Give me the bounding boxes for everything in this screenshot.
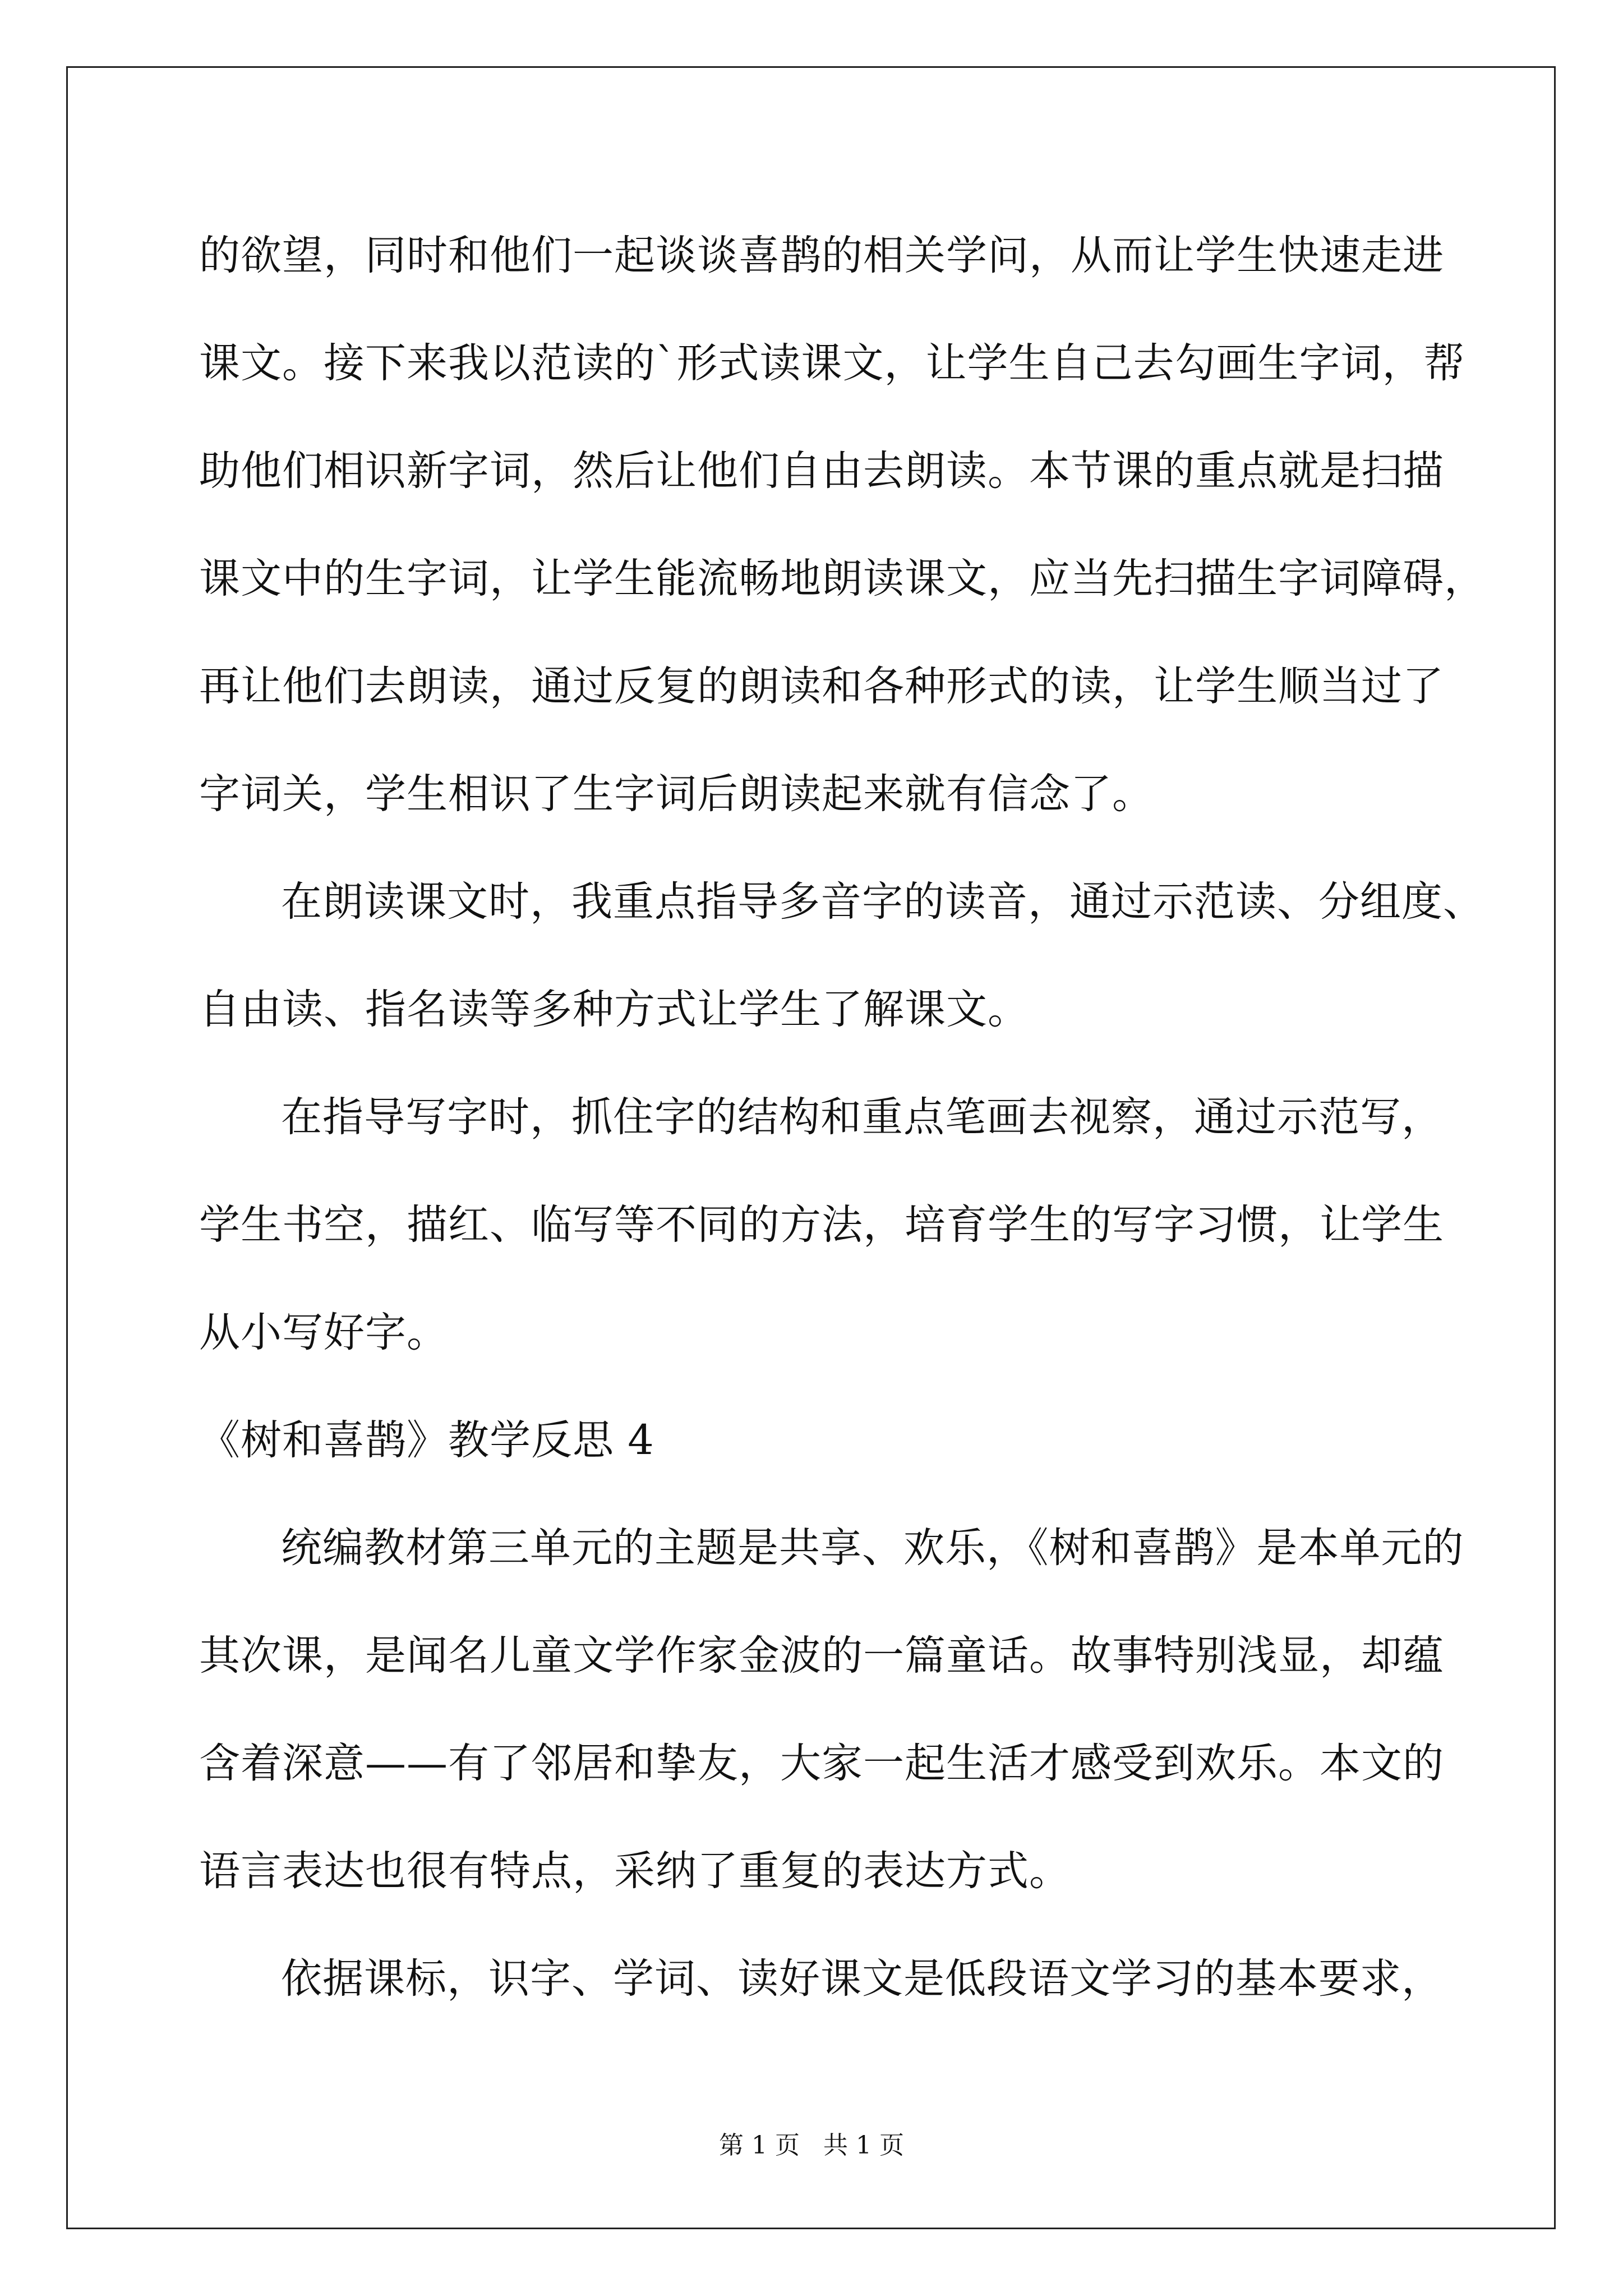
paragraph-start-line: 在朗读课文时，我重点指导多音字的读音，通过示范读、分组度、 <box>281 878 1484 926</box>
paragraph-start-line: 在指导写字时，抓住字的结构和重点笔画去视察，通过示范写， <box>281 1093 1443 1141</box>
paragraph-start-line: 依据课标，识字、学词、读好课文是低段语文学习的基本要求， <box>281 1955 1443 2003</box>
text-line: 其次课，是闻名儿童文学作家金波的一篇童话。故事特别浅显，却蕴 <box>199 1632 1444 1680</box>
text-line: 课文。接下来我以范读的`形式读课文，让学生自己去勾画生字词，帮 <box>199 339 1465 387</box>
text-line: 助他们相识新字词，然后让他们自由去朗读。本节课的重点就是扫描 <box>199 447 1444 495</box>
paragraph-start-line: 统编教材第三单元的主题是共享、欢乐，《树和喜鹊》是本单元的 <box>281 1524 1464 1572</box>
page-footer: 第 1 页 共 1 页 <box>719 2131 904 2160</box>
text-line: 学生书空，描红、临写等不同的方法，培育学生的写字习惯，让学生 <box>199 1201 1444 1249</box>
text-line: 从小写好字。 <box>199 1309 448 1356</box>
text-line: 字词关，学生相识了生字词后朗读起来就有信念了。 <box>199 770 1154 818</box>
text-line: 语言表达也很有特点，采纳了重复的表达方式。 <box>199 1847 1071 1895</box>
document-body <box>199 202 1486 2033</box>
text-line: 课文中的生字词，让学生能流畅地朗读课文，应当先扫描生字词障碍， <box>199 555 1486 602</box>
text-line: 的欲望，同时和他们一起谈谈喜鹊的相关学问，从而让学生快速走进 <box>199 232 1444 279</box>
text-line: 含着深意——有了邻居和挚友，大家一起生活才感受到欢乐。本文的 <box>199 1740 1444 1787</box>
section-heading: 《树和喜鹊》教学反思 4 <box>199 1416 654 1464</box>
text-line: 再让他们去朗读，通过反复的朗读和各种形式的读，让学生顺当过了 <box>199 662 1444 710</box>
text-line: 自由读、指名读等多种方式让学生了解课文。 <box>199 986 1029 1033</box>
